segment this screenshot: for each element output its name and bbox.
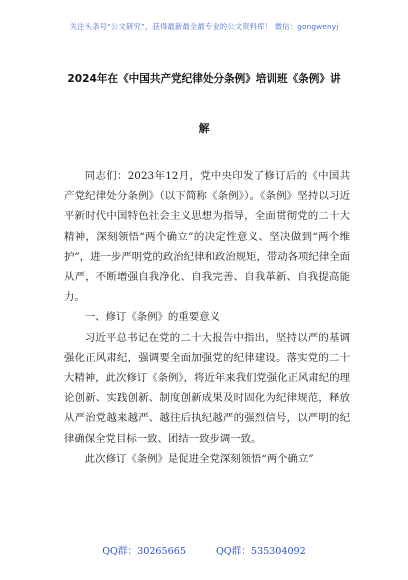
paragraph-continuation: 此次修订《条例》是促进全党深刻领悟“两个确立”	[84, 452, 314, 465]
footer-contact	[0, 543, 408, 557]
document-body	[64, 166, 350, 469]
section-heading-1: 一、修订《条例》的重要意义	[84, 311, 220, 324]
qq-group-1: QQ群：30265665	[102, 546, 186, 557]
paragraph-significance: 习近平总书记在党的二十大报告中指出，坚持以严的基调强化正风肃纪，强调要全面加强党的纪律建设。落实党的二十大精神，此次修订《条例》，将近年来我们党强化正风肃纪的理论创新、实践创新、制度创新成果及时固化为纪律规范，释放从严治党越来越严、越往后执纪越严的强烈信号，以严明的纪律确保全党目标一致、团结一致步调一致。	[64, 331, 350, 445]
paragraph-intro: 同志们：2023年12月，党中央印发了修订后的《中国共产党纪律处分条例》（以下简称《条例》）。《条例》坚持以习近平新时代中国特色社会主义思想为指导，全面贯彻党的二十大精神，深刻领悟“两个确立”的决定性意义、坚决做到“两个维护”，进一步严明党的政治纪律和政治规矩，带动各项纪律全面从严，不断增强自我净化、自我完善、自我革新、自我提高能力。	[64, 170, 350, 304]
document-title-line-1: 2024年在《中国共产党纪律处分条例》培训班《条例》讲	[67, 73, 341, 85]
header-banner: 关注头条号“公文研究”，获得最新最全最专业的公文资料库！ 微信：gongwenyj	[69, 22, 339, 31]
qq-group-2: QQ群：535304092	[215, 546, 306, 557]
document-title-line-2: 解	[198, 123, 210, 135]
